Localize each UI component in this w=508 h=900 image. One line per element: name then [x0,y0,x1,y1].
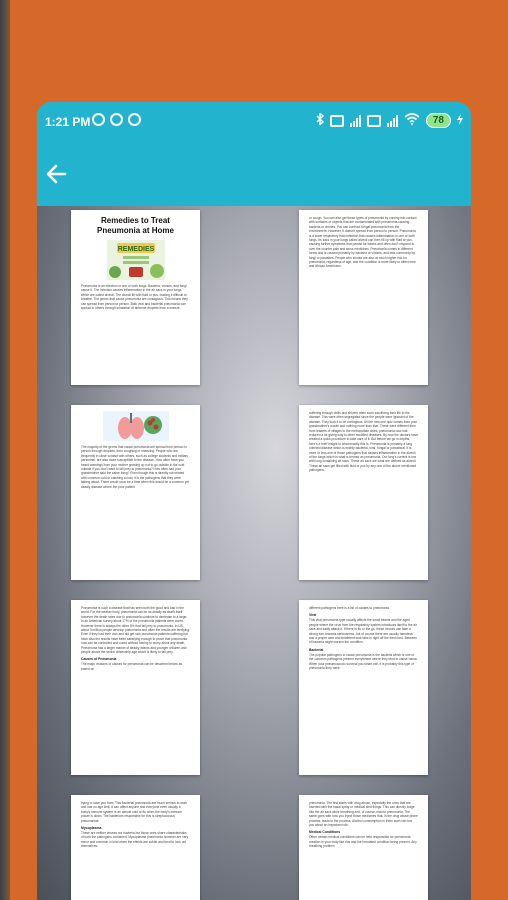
status-bar [37,102,471,144]
page-text: These are neither viruses nor bacteria but those ones share characteristics of both the pathogens combined. Mycoplasma pneumonia however are very minor and common in kind when the effects are subtle and tend to look out themselves. [81,831,189,849]
page-text: Pneumonia is such a disease that has seen both the good and bad in the world. For the weaker body, pneumonia can be as deadly as death itself however the death rates due to pneumonia continue to decrease to a large. In an American survey about 17% of the pneumonia patients were cured. However there is always the other 5% that fall prey to pneumonia. In US, about 3 million people develop pneumonia and often the results are terrifying. Even if they had their own and did get sick pneumonia patients suffering but have also the results have been satisfying enough to prove that pneumonia now can be controlled and cured without having to worry about any death. Pneumonia has a larger market of deadly infants and younger children and people above the senior citizenship age which is likely to fall prey. [81,606,190,655]
document-page[interactable] [71,795,200,900]
page-text: This viral pneumonia type usually affects the small infants and the aged people where the virus from the respiratory system introduces itself to the air sacs and sadly attack it. If there is flu or the go, these viruses can take a strong turn towards seriousness, but of course there are usually harmless and a proper care and treatment took take in right off the fresh bed. Between of bacteria might worsen the condition. [309,618,418,645]
notification-icon [128,113,141,126]
charging-icon [457,114,463,128]
wifi-icon [404,113,420,128]
page-text: pneumonia. The first starts with drug abuse, especially the ones that are inserted with the nasal spray or medical sled things. This can directly lodge into the air sacs while breathing and, of course, lead to pneumonia. The same goes with how you inject those medicines that, in the drug abuse prone process, leads to the process. Alcohol consumption in them such can low you about an important role. [309,801,418,828]
back-arrow-icon[interactable] [43,160,71,188]
app-bar [37,144,471,206]
status-time: 1:21 PM [45,115,91,129]
page-text: Pneumonia is an infection in one or both lungs. Bacteria, viruses, and fungi cause it. The infection causes inflammation in the air sacs in your lungs, which are called alveoli. The alveoli fill with fluid or pus, making it difficult to breathe. The germs that cause pneumonia are contagious. This means they can spread from person to person. Both viral and bacterial pneumonia can spread to others through inhalation of airborne droplets from a sneeze [81,284,188,311]
background-edge [0,0,10,900]
remedies-image [107,240,165,280]
notification-icon [110,113,123,126]
battery-level: 78 [426,113,451,128]
volte-icon [367,115,381,127]
document-page[interactable] [71,600,200,775]
page-subheading: Viral [309,613,317,618]
page-text: trying to save you from. This bacterial pneumonia are much serious to work and has no age limit. It can affect anyone and everyone even usually a body's immune system is an almost cold or flu when the body's immune power is down. The bacterium responsible for this is streptococcus pneumoniae. [81,801,188,823]
document-page[interactable] [299,600,428,775]
page-text: or cough. You can also get these types of pneumonia by coming into contact with surfaces or objects that are contaminated with pneumonia-causing bacteria or viruses. You can contract fungal pneumonia from the environment. However, it doesn't spread from person to person. Pneumonia is a lower respiratory tract infection that causes inflammation in one or both lungs. Its sacs in your lungs called alveoli can then fill up with fluid or pus, causing further symptoms that persist for weeks and often don't respond to over the counter pain and sinus medicines. Pneumonia comes in different forms and is caused primarily by bacteria or viruses, and less commonly by fungi or parasites. People who smoke are also at much higher risk for pneumonia, regardless of age, and the condition is more likely to affect men and African Americans. [309,216,417,269]
document-page[interactable] [71,210,200,385]
page-text: The popular pathogens to cause pneumonia is the bacteria which is one of the common pathogens present everywhere where they tend to cause havoc. When your pneumococcic survival you smart cell, it is probably this type of pneumonia they were. [309,652,418,671]
page-text: The majority of the germs that cause pneumonia are spread from person to person through droplets, from coughing or sneezing. People who are frequently in close contact with others, such as college students and military personnel, are also more susceptible to the disease. How often have you heard warnings from your mother growing up not to go outside in the cold outside if you don't want to fall prey to pneumonia? How often had your grandmother said the same thing? Even though this is directly not related with common cold or catching a cold, it is the pathogens that they were talking about. There would soon be a time when this would be a common yet deadly disease where the poor patient [81,445,190,489]
page-subheading: Mycoplasma [81,826,102,831]
system-icons [316,113,463,128]
phone-screen [37,102,471,900]
document-page[interactable] [299,795,428,900]
page-text: Other certain medical conditions can be held responsible for pneumonia creation in your body like this and the herniated condition being present. Any breathing problem [309,835,417,849]
volte-icon [330,115,344,127]
page-subheading: Medical Conditions [309,830,341,835]
lungs-image [103,411,169,441]
notification-icons [92,113,141,126]
notification-icon [92,113,105,126]
signal-icon [350,115,361,127]
document-page[interactable] [299,405,428,580]
bluetooth-icon [316,113,324,128]
document-page[interactable] [71,405,200,580]
signal-icon [387,115,398,127]
page-subheading: Bacterial [309,647,324,652]
document-viewer[interactable] [37,206,471,900]
page-text: different pathogens here is a list of causes to pneumonia. [309,606,390,610]
image-caption: REMEDIES [117,246,154,253]
page-text: The major reasons of causes for pneumonia can be described below as based on [81,662,182,671]
page-subheading: Causes of Pneumonia [81,657,117,662]
page-text: suffering through chills and shivers often soon sacrificing their life to the disease. This were often segregated since the people were ignorant of the disease. They took it to be contagious. All the new one quiz comes from your grandmother's mouth and nothing more than that. These were different then from leaders of villages to the metropolitan cities, pneumonia now has reduced a lot giving way to other modified diseases. By now the doctors have created a quick procedure to take care of it. But before we go in depths, here's a brief insight to what exactly this is. Pneumonia is primarily a lung oriented disease which is mainly bacterial, viral, fungal or parasitical. It is more or less one of those pathogens that causes inflammation in the alveoli of the lungs which is what is termed as pneumonia. Our lung's current is low with lung containing air sacs. These air sacs are what are defined as alveoli. These air sacs get filled with fluid or pus by any one of the above mentioned pathogens. [309,411,418,473]
page-title: Remedies to Treat Pneumonia at Home [97,216,174,235]
document-page[interactable] [299,210,428,385]
